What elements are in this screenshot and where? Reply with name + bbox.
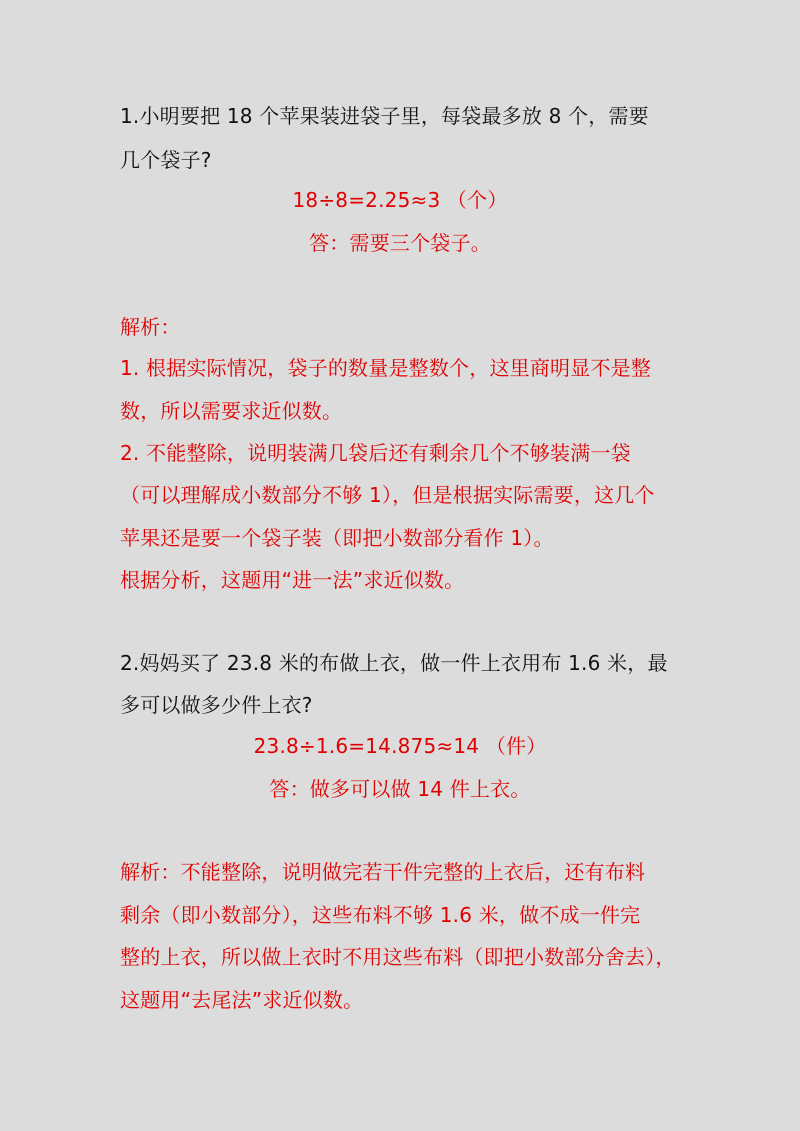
problem-1-analysis-line-2: 1. 根据实际情况，袋子的数量是整数个，这里商明显不是整	[120, 356, 652, 380]
problem-1-analysis-line-1: 解析：	[120, 315, 181, 339]
problem-1-question-line-1: 1.小明要把 18 个苹果装进袋子里，每袋最多放 8 个，需要	[120, 104, 649, 128]
problem-2-answer: 答：做多可以做 14 件上衣。	[269, 777, 531, 801]
problem-2-analysis-line-4: 这题用“去尾法”求近似数。	[120, 988, 364, 1012]
problem-1-analysis-line-6: 苹果还是要一个袋子装（即把小数部分看作 1）。	[120, 526, 554, 550]
problem-2-analysis-line-1: 解析：不能整除，说明做完若干件完整的上衣后，还有布料	[120, 860, 646, 884]
problem-1-analysis-line-3: 数，所以需要求近似数。	[120, 399, 343, 423]
problem-1-answer: 答：需要三个袋子。	[309, 231, 491, 255]
problem-1-analysis-line-4: 2. 不能整除，说明装满几袋后还有剩余几个不够装满一袋	[120, 441, 631, 465]
problem-2-equation: 23.8÷1.6=14.875≈14 （件）	[253, 734, 547, 758]
problem-1-analysis-line-5: （可以理解成小数部分不够 1），但是根据实际需要，这几个	[120, 483, 655, 507]
problem-1-question-line-2: 几个袋子?	[120, 148, 212, 172]
problem-1-equation: 18÷8=2.25≈3 （个）	[292, 188, 508, 212]
problem-2-question-line-1: 2.妈妈买了 23.8 米的布做上衣，做一件上衣用布 1.6 米，最	[120, 651, 668, 675]
problem-1-analysis-line-7: 根据分析，这题用“进一法”求近似数。	[120, 568, 465, 592]
problem-2-analysis-line-2: 剩余（即小数部分），这些布料不够 1.6 米，做不成一件完	[120, 903, 641, 927]
problem-2-analysis-line-3: 整的上衣，所以做上衣时不用这些布料（即把小数部分舍去），	[120, 945, 676, 969]
problem-2-question-line-2: 多可以做多少件上衣?	[120, 693, 313, 717]
